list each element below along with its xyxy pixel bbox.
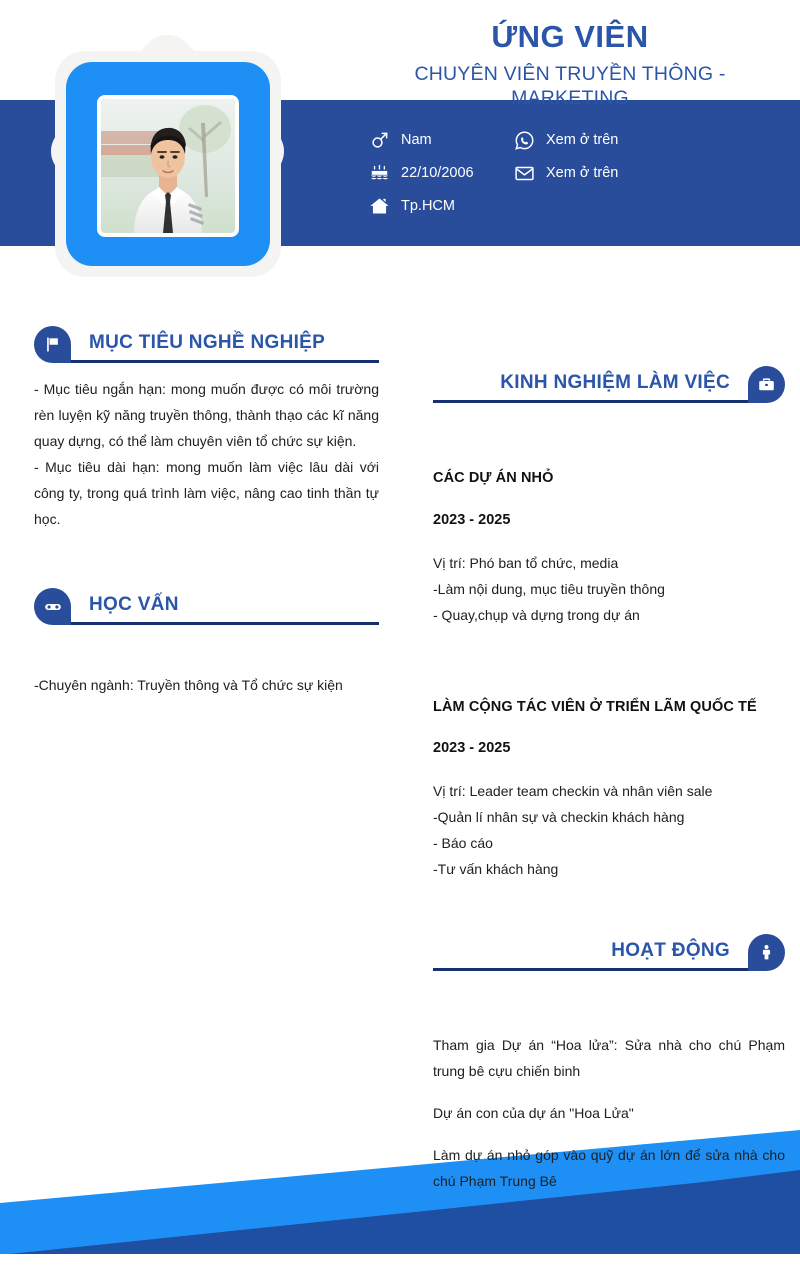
contact-gender <box>368 124 513 157</box>
contact-info <box>368 124 788 223</box>
section-title-objective: MỤC TIÊU NGHỀ NGHIỆP <box>89 332 326 353</box>
job-detail-lines <box>433 778 785 882</box>
section-header-activities <box>433 934 785 978</box>
job-detail-line: -Làm nội dung, mục tiêu truyền thông <box>433 580 665 597</box>
activities-paragraph-2: Dự án con của dự án "Hoa Lửa" <box>433 1105 634 1122</box>
envelope-icon <box>513 163 535 185</box>
job-detail-line: Vị trí: Phó ban tổ chức, media <box>433 554 619 571</box>
contact-phone-value: Xem ở trên <box>546 131 619 148</box>
spacer <box>433 416 785 468</box>
section-rule <box>52 360 379 363</box>
spacer <box>433 888 785 934</box>
right-column <box>433 366 785 1194</box>
job-date: 2023 - 2025 <box>433 740 511 757</box>
contact-phone <box>513 124 788 157</box>
section-header-objective <box>34 326 379 370</box>
contact-address <box>368 190 513 223</box>
person-icon <box>748 934 785 971</box>
job-date: 2023 - 2025 <box>433 511 511 528</box>
section-title-experience: KINH NGHIỆM LÀM VIỆC <box>500 372 730 393</box>
job-detail-lines <box>433 550 785 628</box>
contact-gender-value: Nam <box>401 131 432 148</box>
spacer <box>34 532 379 588</box>
gender-male-icon <box>368 130 390 152</box>
section-rule <box>433 400 767 403</box>
contact-address-value: Tp.HCM <box>401 197 455 214</box>
contact-email-value: Xem ở trên <box>546 164 619 181</box>
job-detail-line: -Quản lí nhân sự và checkin khách hàng <box>433 809 685 826</box>
page-title: ỨNG VIÊN <box>491 19 649 54</box>
section-header-education <box>34 588 379 632</box>
section-title-activities: HOẠT ĐỘNG <box>611 940 730 962</box>
objective-paragraph-2: - Mục tiêu dài hạn: mong muốn làm việc lâu dài với công ty, trong quá trình làm việc, nâng cao tinh thần tự học. <box>34 459 379 528</box>
activities-paragraph-1: Tham gia Dự án “Hoa lửa”: Sửa nhà cho chú Phạm trung bê cựu chiến binh <box>433 1037 785 1080</box>
spacer <box>433 634 785 697</box>
spacer <box>34 638 379 672</box>
header-title-block <box>360 18 780 111</box>
whatsapp-icon <box>513 130 535 152</box>
job-title: LÀM CỘNG TÁC VIÊN Ở TRIỂN LÃM QUỐC TẾ <box>433 698 757 715</box>
job-detail-line: Vị trí: Leader team checkin và nhân viên sale <box>433 783 713 800</box>
avatar-photo <box>97 95 239 237</box>
activities-paragraph-3: Làm dự án nhỏ góp vào quỹ dự án lớn để sửa nhà cho chú Phạm Trung Bê <box>433 1147 785 1190</box>
flag-icon <box>34 326 71 363</box>
briefcase-icon <box>748 366 785 403</box>
job-detail-line: -Tư vấn khách hàng <box>433 861 559 878</box>
section-header-experience <box>433 366 785 410</box>
contact-email <box>513 157 788 190</box>
section-title-education: HỌC VẤN <box>89 594 179 616</box>
avatar-photo-content <box>101 99 235 233</box>
spacer <box>433 984 785 1032</box>
birthday-cake-icon <box>368 163 390 185</box>
home-icon <box>368 196 390 218</box>
page-subtitle: CHUYÊN VIÊN TRUYỀN THÔNG - MARKETING <box>414 62 726 110</box>
avatar <box>26 22 309 309</box>
job-detail-line: - Báo cáo <box>433 835 493 852</box>
activities-body <box>433 1032 785 1194</box>
job-title: CÁC DỰ ÁN NHỎ <box>433 470 554 486</box>
left-column <box>34 326 379 698</box>
gamepad-icon <box>34 588 71 625</box>
contact-birthday <box>368 157 513 190</box>
objective-paragraph-1: - Mục tiêu ngắn hạn: mong muốn được có môi trường rèn luyện kỹ năng truyền thông, thành thạo các kĩ năng quay dựng, có thể làm chuyên viên tổ chức sự kiện. <box>34 381 379 450</box>
section-rule <box>52 622 379 625</box>
job-detail-line: - Quay,chụp và dựng trong dự án <box>433 606 640 623</box>
section-rule <box>433 968 767 971</box>
experience-job-1 <box>433 468 785 628</box>
experience-job-2 <box>433 697 785 883</box>
education-line-1: -Chuyên ngành: Truyền thông và Tổ chức sự kiện <box>34 677 343 694</box>
contact-birthday-value: 22/10/2006 <box>401 164 474 181</box>
